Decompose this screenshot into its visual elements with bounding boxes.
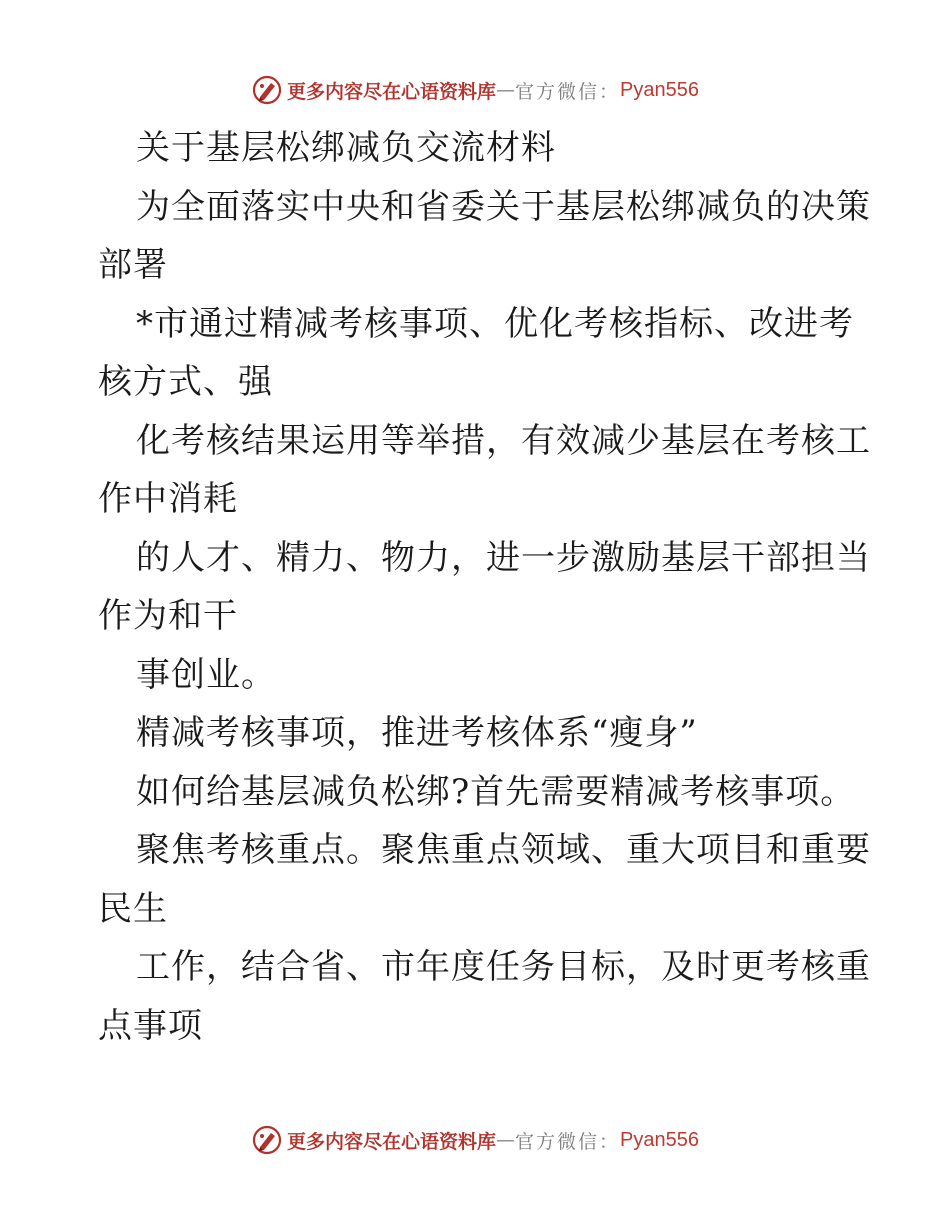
paragraph-line: 作中消耗 bbox=[98, 479, 238, 519]
paragraph-line: 聚焦考核重点。聚焦重点领域、重大项目和重要 bbox=[136, 830, 871, 870]
paragraph-line: 的人才、精力、物力，进一步激励基层干部担当 bbox=[136, 537, 871, 578]
paragraph-line: 工作，结合省、市年度任务目标，及时更考核重 bbox=[136, 947, 871, 987]
banner-dash: — bbox=[496, 1129, 516, 1151]
paragraph-line: 部署 bbox=[98, 245, 168, 285]
pen-logo-icon bbox=[251, 1124, 283, 1156]
paragraph-line: *市通过精减考核事项、优化考核指标、改进考 bbox=[136, 303, 854, 344]
section-heading: 精减考核事项，推进考核体系“瘦身” bbox=[136, 713, 698, 753]
paragraph-line: 化考核结果运用等举措，有效减少基层在考核工 bbox=[136, 420, 871, 461]
banner-official-label: 官方微信： bbox=[515, 80, 621, 103]
paragraph-line: 为全面落实中央和省委关于基层松绑减负的决策 bbox=[136, 186, 871, 227]
paragraph-line: 民生 bbox=[98, 888, 168, 929]
paragraph-line: 核方式、强 bbox=[98, 362, 273, 402]
pen-logo-icon bbox=[251, 74, 283, 106]
paragraph-line: 点事项 bbox=[98, 1005, 203, 1046]
doc-title: 关于基层松绑减负交流材料 bbox=[136, 128, 556, 168]
document-body bbox=[98, 119, 871, 1055]
header-banner bbox=[0, 70, 950, 110]
footer-banner bbox=[0, 1120, 950, 1160]
banner-wechat-id: Pyan556 bbox=[620, 78, 699, 101]
banner-main-text: 更多内容尽在心语资料库 bbox=[287, 80, 497, 103]
banner-wechat-id: Pyan556 bbox=[620, 1128, 699, 1151]
banner-official-label: 官方微信： bbox=[515, 1130, 621, 1153]
paragraph-line: 事创业。 bbox=[136, 654, 276, 695]
paragraph-line: 如何给基层减负松绑?首先需要精减考核事项。 bbox=[136, 771, 856, 812]
paragraph-line: 作为和干 bbox=[98, 596, 238, 636]
banner-dash: — bbox=[496, 79, 516, 101]
banner-main-text: 更多内容尽在心语资料库 bbox=[287, 1130, 497, 1153]
